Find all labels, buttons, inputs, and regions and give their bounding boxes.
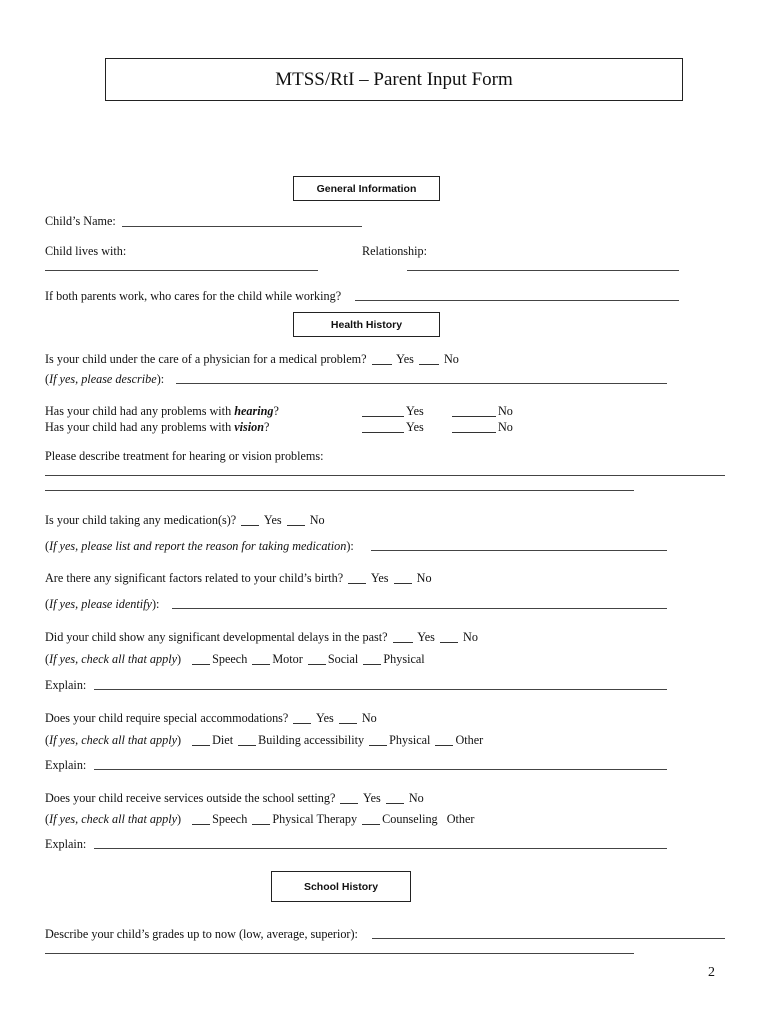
accom-no-blank[interactable] — [339, 711, 357, 724]
accom-other-blank[interactable] — [435, 733, 453, 746]
accom-diet-blank[interactable] — [192, 733, 210, 746]
lives-with-label: Child lives with: — [45, 244, 127, 258]
birth-question: Are there any significant factors related to your child’s birth? Yes No — [45, 571, 432, 585]
vision-yes: Yes — [362, 420, 424, 435]
delays-explain-label: Explain: — [45, 678, 87, 692]
delay-physical-blank[interactable] — [363, 652, 381, 665]
accommodations-question: Does your child require special accommodations? Yes No — [45, 711, 377, 725]
birth-yes-blank[interactable] — [348, 571, 366, 584]
physician-describe-label: (If yes, please describe): — [45, 372, 165, 386]
delays-explain-field[interactable] — [94, 689, 667, 690]
services-counseling-blank[interactable] — [362, 812, 380, 825]
delay-social-blank[interactable] — [308, 652, 326, 665]
relationship-field[interactable] — [407, 270, 679, 271]
hearing-no: No — [452, 404, 513, 419]
services-explain-label: Explain: — [45, 837, 87, 851]
delays-checklist: (If yes, check all that apply) Speech Motor Social Physical — [45, 652, 425, 666]
birth-no-blank[interactable] — [394, 571, 412, 584]
page-number: 2 — [708, 965, 715, 980]
section-header-health: Health History — [293, 312, 440, 337]
form-title-box — [105, 58, 683, 101]
medication-question: Is your child taking any medication(s)? Yes No — [45, 513, 325, 527]
medication-list-field[interactable] — [371, 550, 667, 551]
medication-no-blank[interactable] — [287, 513, 305, 526]
services-pt-blank[interactable] — [252, 812, 270, 825]
accommodations-checklist: (If yes, check all that apply) Diet Building accessibility Physical Other — [45, 733, 484, 747]
grades-field-line-1[interactable] — [372, 938, 725, 939]
hearing-no-blank[interactable] — [452, 404, 496, 417]
services-speech-blank[interactable] — [192, 812, 210, 825]
services-question: Does your child receive services outside the school setting? Yes No — [45, 791, 424, 805]
section-header-school: School History — [271, 871, 411, 902]
services-yes-blank[interactable] — [340, 791, 358, 804]
child-name-label: Child’s Name: — [45, 214, 116, 228]
caregiver-field[interactable] — [355, 300, 679, 301]
accom-physical-blank[interactable] — [369, 733, 387, 746]
section-header-general: General Information — [293, 176, 440, 201]
vision-yes-blank[interactable] — [362, 420, 404, 433]
treatment-field-line-2[interactable] — [45, 490, 634, 491]
treatment-question: Please describe treatment for hearing or vision problems: — [45, 449, 324, 463]
caregiver-question: If both parents work, who cares for the child while working? — [45, 289, 342, 303]
physician-no-blank[interactable] — [419, 352, 439, 365]
delays-no-blank[interactable] — [440, 630, 458, 643]
treatment-field-line-1[interactable] — [45, 475, 725, 476]
services-no-blank[interactable] — [386, 791, 404, 804]
vision-no: No — [452, 420, 513, 435]
medication-list-label: (If yes, please list and report the reason for taking medication): — [45, 539, 354, 553]
birth-identify-label: (If yes, please identify): — [45, 597, 160, 611]
accommodations-explain-field[interactable] — [94, 769, 667, 770]
hearing-yes: Yes — [362, 404, 424, 419]
grades-question: Describe your child’s grades up to now (low, average, superior): — [45, 927, 358, 941]
form-title: MTSS/RtI – Parent Input Form — [275, 68, 513, 90]
physician-describe-field[interactable] — [176, 383, 667, 384]
accommodations-explain-label: Explain: — [45, 758, 87, 772]
services-explain-field[interactable] — [94, 848, 667, 849]
physician-yes-blank[interactable] — [372, 352, 392, 365]
hearing-question: Has your child had any problems with hearing? — [45, 404, 279, 418]
vision-no-blank[interactable] — [452, 420, 496, 433]
services-checklist: (If yes, check all that apply) Speech Physical Therapy Counseling Other — [45, 812, 475, 826]
medication-yes-blank[interactable] — [241, 513, 259, 526]
child-name-field[interactable] — [122, 226, 362, 227]
physician-question: Is your child under the care of a physician for a medical problem? Yes No — [45, 352, 459, 366]
hearing-yes-blank[interactable] — [362, 404, 404, 417]
delay-motor-blank[interactable] — [252, 652, 270, 665]
delay-speech-blank[interactable] — [192, 652, 210, 665]
delays-question: Did your child show any significant developmental delays in the past? Yes No — [45, 630, 478, 644]
birth-identify-field[interactable] — [172, 608, 667, 609]
accom-building-blank[interactable] — [238, 733, 256, 746]
accom-yes-blank[interactable] — [293, 711, 311, 724]
lives-with-field[interactable] — [45, 270, 318, 271]
grades-field-line-2[interactable] — [45, 953, 634, 954]
vision-question: Has your child had any problems with vision? — [45, 420, 270, 434]
delays-yes-blank[interactable] — [393, 630, 413, 643]
relationship-label: Relationship: — [362, 244, 427, 258]
